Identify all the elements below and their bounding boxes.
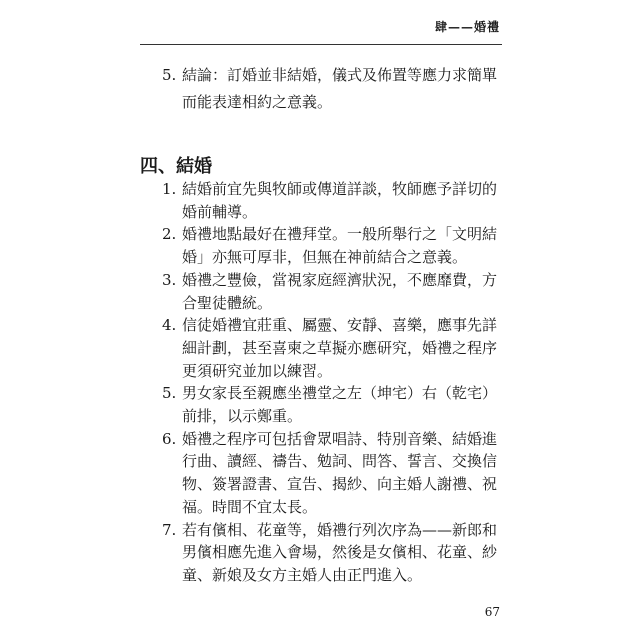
item-number: 5.	[162, 384, 177, 403]
item-text: 結論：訂婚並非結婚，儀式及佈置等應力求簡單而能表達相約之意義。	[182, 66, 498, 111]
item-text: 婚禮地點最好在禮拜堂。一般所舉行之「文明結婚」亦無可厚非，但無在神前結合之意義。	[182, 225, 498, 267]
list-item	[162, 314, 507, 382]
section-heading: 四、結婚	[140, 156, 212, 177]
item-number: 5.	[162, 66, 177, 84]
list-item	[162, 382, 507, 427]
item-number: 1.	[162, 180, 177, 198]
list-item	[162, 519, 507, 587]
item-text: 信徒婚禮宜莊重、屬靈、安靜、喜樂，應事先詳細計劃，甚至喜柬之草擬亦應研究，婚禮之程序更須研究並加以練習。	[182, 316, 498, 380]
item-text: 婚禮之豐儉，當視家庭經濟狀況，不應靡費，方合聖徒體統。	[182, 270, 498, 312]
item-number: 7.	[162, 520, 177, 539]
list-item	[162, 178, 507, 223]
conclusion-item	[162, 62, 507, 116]
wedding-list	[162, 178, 507, 587]
item-text: 結婚前宜先與牧師或傳道詳談，牧師應予詳切的婚前輔導。	[182, 180, 498, 221]
list-item	[162, 223, 507, 268]
item-text: 婚禮之程序可包括會眾唱詩、特別音樂、結婚進行曲、讀經、禱告、勉詞、問答、誓言、交換信物、簽署證書、宣告、揭紗、向主婚人謝禮、祝福。時間不宜太長。	[182, 429, 498, 516]
item-number: 4.	[162, 316, 177, 335]
page-number: 67	[484, 605, 500, 619]
list-item	[162, 269, 507, 314]
header-rule	[140, 44, 502, 45]
list-item	[162, 428, 507, 519]
item-number: 6.	[162, 429, 177, 448]
item-number: 3.	[162, 270, 177, 289]
item-text: 男女家長至親應坐禮堂之左（坤宅）右（乾宅）前排，以示鄭重。	[182, 384, 498, 426]
item-text: 若有儐相、花童等，婚禮行列次序為——新郎和男儐相應先進入會場，然後是女儐相、花童、紗童、新娘及女方主婚人由正門進入。	[182, 520, 498, 584]
running-head: 肆——婚禮	[434, 20, 500, 34]
item-number: 2.	[162, 225, 177, 244]
